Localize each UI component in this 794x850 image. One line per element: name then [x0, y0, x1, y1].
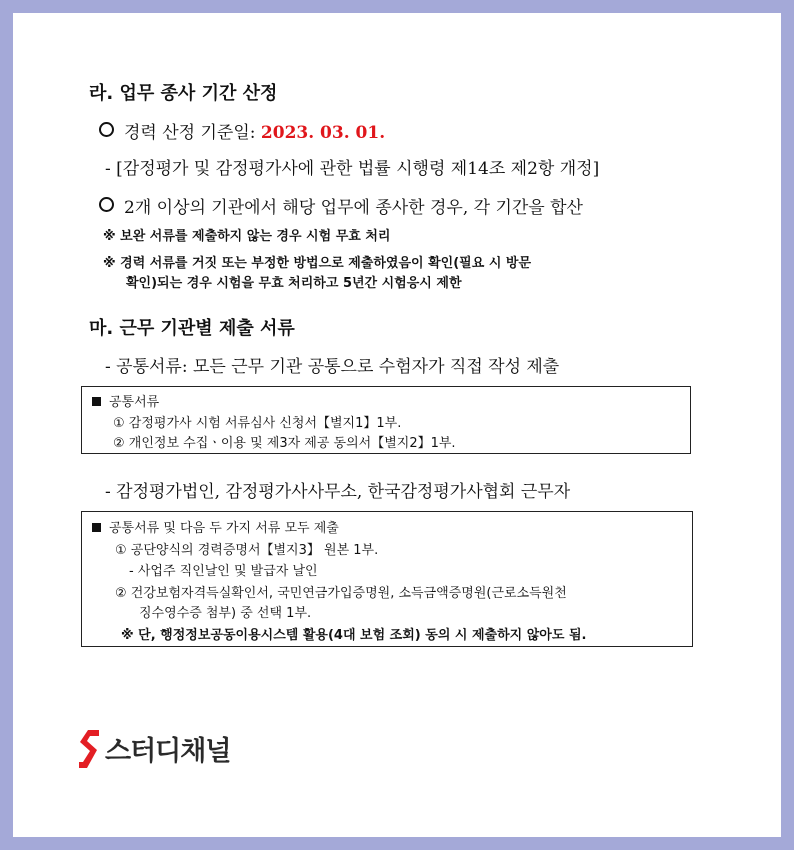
section-ra-heading: 라. 업무 종사 기간 산정: [89, 83, 278, 104]
box2-item1-sub: - 사업주 직인날인 및 발급자 날인: [129, 564, 318, 579]
box2-note: ※ 단, 행정정보공동이용시스템 활용(4대 보험 조회) 동의 시 제출하지 않아도 됨.: [121, 628, 587, 643]
base-date-label: 경력 산정 기준일:: [124, 123, 261, 143]
common-docs-desc: - 공통서류: 모든 근무 기관 공통으로 수험자가 직접 작성 제출: [105, 357, 560, 377]
study-channel-logo-icon: [79, 730, 99, 768]
circle-bullet-icon: [99, 197, 114, 212]
box1-item2: ② 개인정보 수집ㆍ이용 및 제3자 제공 동의서【별지2】1부.: [113, 436, 456, 451]
workplace-desc: - 감정평가법인, 감정평가사사무소, 한국감정평가사협회 근무자: [105, 482, 571, 502]
workplace-docs-box: [81, 511, 693, 647]
square-bullet-icon: [92, 397, 101, 406]
box1-title-text: 공통서류: [109, 395, 160, 410]
section-ma-heading: 마. 근무 기관별 제출 서류: [89, 318, 295, 339]
circle-bullet-icon: [99, 122, 114, 137]
square-bullet-icon: [92, 523, 101, 532]
box2-item1: ① 공단양식의 경력증명서【별지3】 원본 1부.: [115, 543, 379, 558]
box1-title: [92, 391, 159, 410]
note-false-docs-line1: ※ 경력 서류를 거짓 또는 부정한 방법으로 제출하였음이 확인(필요 시 방문: [103, 256, 532, 271]
multi-agency-line: [99, 193, 583, 218]
base-date-value: 2023. 03. 01.: [260, 123, 386, 143]
box2-title-text: 공통서류 및 다음 두 가지 서류 모두 제출: [109, 521, 339, 536]
box2-item2-line2: 징수영수증 첨부) 중 선택 1부.: [139, 606, 312, 621]
logo-text: 스터디채널: [105, 736, 231, 767]
multi-agency-text: 2개 이상의 기관에서 해당 업무에 종사한 경우, 각 기간을 합산: [124, 198, 583, 218]
law-reference: - [감정평가 및 감정평가사에 관한 법률 시행령 제14조 제2항 개정]: [105, 159, 600, 179]
box1-item1: ① 감정평가사 시험 서류심사 신청서【별지1】1부.: [113, 416, 402, 431]
note-supplement: ※ 보완 서류를 제출하지 않는 경우 시험 무효 처리: [103, 229, 391, 244]
box2-title: [92, 517, 339, 536]
note-false-docs-line2: 확인)되는 경우 시험을 무효 처리하고 5년간 시험응시 제한: [126, 276, 462, 291]
box2-item2-line1: ② 건강보험자격득실확인서, 국민연금가입증명원, 소득금액증명원(근로소득원천: [115, 586, 567, 601]
base-date-line: [99, 118, 385, 143]
document-page: [13, 13, 781, 837]
common-docs-box: [81, 386, 691, 454]
